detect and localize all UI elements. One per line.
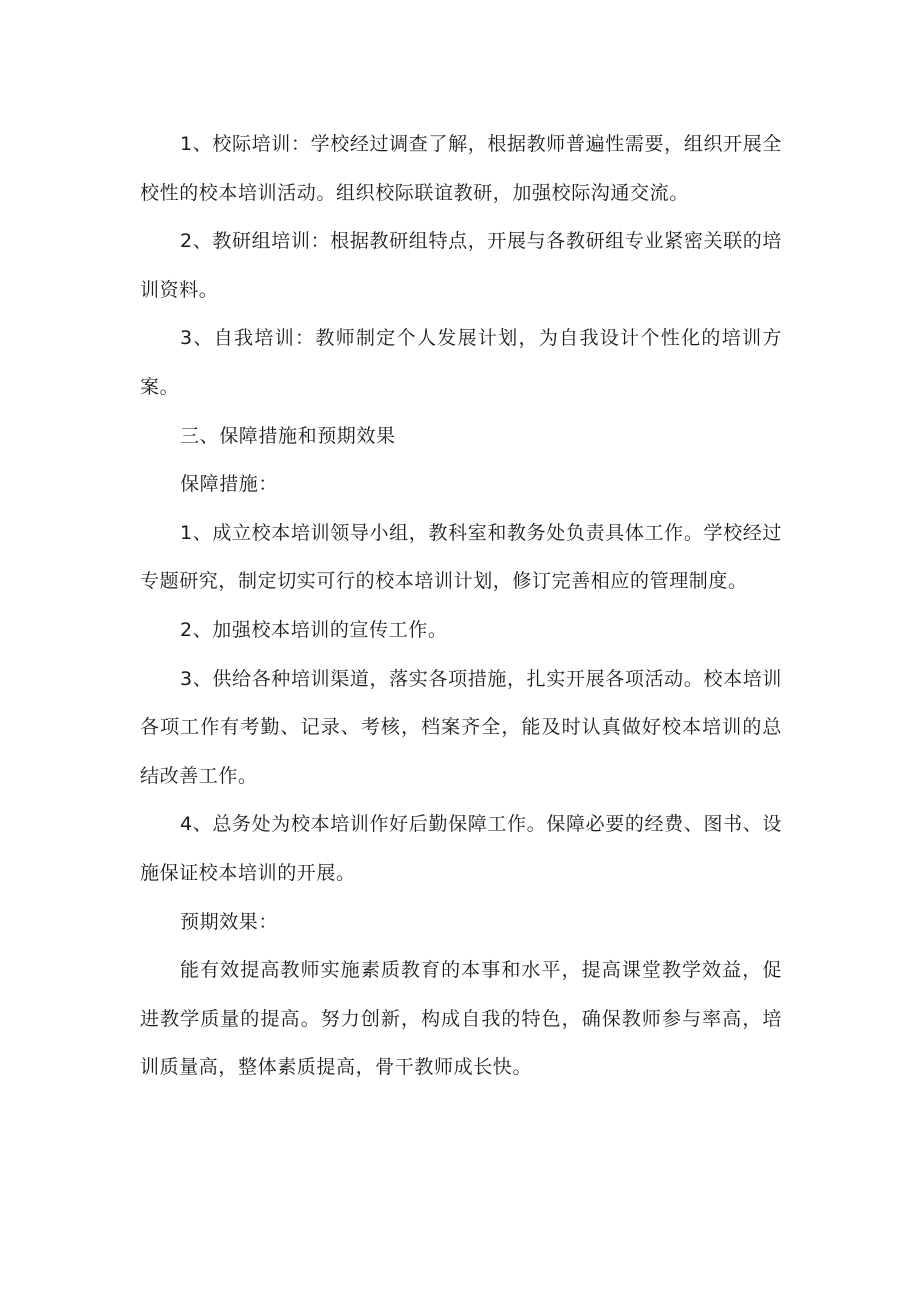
subheading-expected-effects: 预期效果： xyxy=(180,910,279,933)
paragraph-expected-effects: 能有效提高教师实施素质教育的本事和水平，提高课堂教学效益，促进教学质量的提高。努力创新，构成自我的特色，确保教师参与率高，培训质量高，整体素质提高，骨干教师成长快。 xyxy=(140,959,782,1079)
paragraph-measure-2: 2、加强校本培训的宣传工作。 xyxy=(180,618,448,641)
paragraph-group-training: 2、教研组培训：根据教研组特点，开展与各教研组专业紧密关联的培训资料。 xyxy=(140,230,782,301)
paragraph-measure-3: 3、供给各种培训渠道，落实各项措施，扎实开展各项活动。校本培训各项工作有考勤、记录、考核，档案齐全，能及时认真做好校本培训的总结改善工作。 xyxy=(140,667,782,787)
subheading-measures: 保障措施： xyxy=(180,473,279,496)
document-body xyxy=(140,120,782,1092)
paragraph-school-training: 1、校际培训：学校经过调查了解，根据教师普遍性需要，组织开展全校性的校本培训活动。组织校际联谊教研，加强校际沟通交流。 xyxy=(140,133,782,204)
paragraph-measure-4: 4、总务处为校本培训作好后勤保障工作。保障必要的经费、图书、设施保证校本培训的开展。 xyxy=(140,813,782,884)
paragraph-self-training: 3、自我培训：教师制定个人发展计划，为自我设计个性化的培训方案。 xyxy=(140,327,782,398)
paragraph-measure-1: 1、成立校本培训领导小组，教科室和教务处负责具体工作。学校经过专题研究，制定切实可行的校本培训计划，修订完善相应的管理制度。 xyxy=(140,521,782,593)
section-heading: 三、保障措施和预期效果 xyxy=(180,424,396,447)
